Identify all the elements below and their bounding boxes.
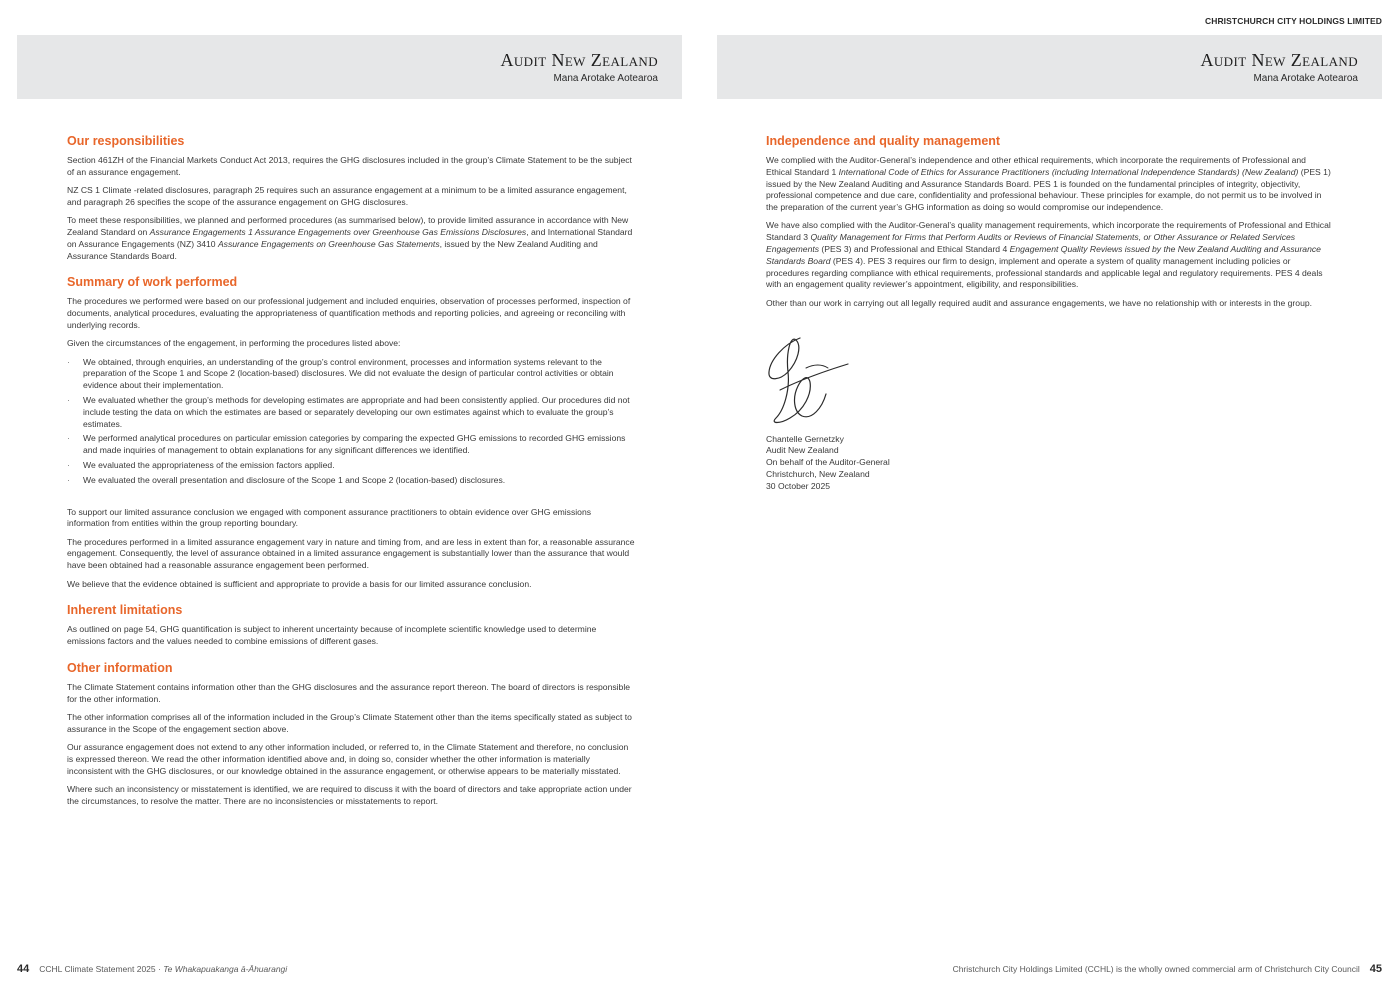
- paragraph: We have also complied with the Auditor-General’s quality management requirements, which incorporate the requirements of Professional and Ethical Standard 3 Quality Management for Firms that Perform Audits or Reviews of Financial Statements, or Other Assurance or Related Services Engagements (PES 3) and Professional and Ethical Standard 4 Engagement Quality Reviews issued by the New Zealand Auditing and Assurance Standards Board (PES 4). PES 3 requires our firm to design, implement and operate a system of quality management including policies or procedures regarding compliance with ethical requirements, professional standards and applicable legal and regulatory requirements. PES 4 deals with an engagement quality reviewer’s appointment, eligibility, and responsibilities.: [766, 220, 1331, 290]
- section-summary-of-work: [67, 274, 635, 590]
- audit-nz-logo-text: Audit New Zealand: [1200, 50, 1358, 70]
- footer-description: Christchurch City Holdings Limited (CCHL) is the wholly owned commercial arm of Christchurch City Council: [952, 964, 1360, 974]
- page-number: 45: [1369, 963, 1382, 975]
- signatory-org: Audit New Zealand: [766, 445, 839, 456]
- paragraph: Other than our work in carrying out all legally required audit and assurance engagements, we have no relationship with or interests in the group.: [766, 297, 1313, 308]
- paragraph: The Climate Statement contains information other than the GHG disclosures and the assurance report thereon. The board of directors is responsible for the other information.: [67, 681, 631, 704]
- section-heading: Inherent limitations: [67, 603, 183, 618]
- paragraph: To meet these responsibilities, we planned and performed procedures (as summarised below), to provide limited assurance in accordance with New Zealand Standard on Assurance Engagements 1 Assurance Engagements over Greenhouse Gas Emissions Disclosures, and International Standard on Assurance Engagements (NZ) 3410 Assurance Engagements on Greenhouse Gas Statements, issued by the New Zealand Auditing and Assurance Standards Board.: [67, 215, 633, 261]
- signatory-role: On behalf of the Auditor-General: [766, 457, 890, 468]
- signatory-place: Christchurch, New Zealand: [766, 468, 870, 479]
- paragraph: We complied with the Auditor-General’s independence and other ethical requirements, which incorporate the requirements of Professional and Ethical Standard 1 International Code of Ethics for Assurance Practitioners (including International Independence Standards) (New Zealand) (PES 1) issued by the New Zealand Auditing and Assurance Standards Board. PES 1 is founded on the fundamental principles of integrity, objectivity, professional competence and due care, confidentiality and professional behaviour. These principles for example, do not permit us to be involved in the preparation of the current year’s GHG information as doing so would compromise our independence.: [766, 155, 1331, 213]
- list-item: · We performed analytical procedures on particular emission categories by comparing the expected GHG emissions to recorded GHG emissions and made inquiries of management to obtain explanations for any significant differences we identified.: [67, 433, 635, 457]
- list-item: · We obtained, through enquiries, an understanding of the group’s control environment, processes and information systems relevant to the preparation of the Scope 1 and Scope 2 (location-based) disclosures. We did not evaluate the design of particular control activities or obtain evidence about their implementation.: [67, 357, 635, 392]
- section-heading: Summary of work performed: [67, 275, 238, 290]
- header-banner-right: [717, 35, 1382, 99]
- company-name: CHRISTCHURCH CITY HOLDINGS LIMITED: [1204, 16, 1382, 26]
- section-inherent-limitations: [67, 602, 635, 648]
- paragraph: As outlined on page 54, GHG quantification is subject to inherent uncertainty because of incomplete scientific knowledge used to determine emissions factors and the values needed to combine emissions of different gases.: [67, 624, 597, 647]
- audit-nz-logo-subtitle: Mana Arotake Aotearoa: [553, 73, 658, 84]
- section-independence-quality: [766, 133, 1334, 310]
- paragraph: Where such an inconsistency or misstatement is identified, we are required to discuss it with the board of directors and take appropriate action under the circumstances, to resolve the matter. There are no inconsistencies or misstatements to report.: [67, 783, 632, 806]
- paragraph: Our assurance engagement does not extend to any other information included, or referred to, in the Climate Statement and therefore, no conclusion is expressed thereon. We read the other information identified above and, in doing so, consider whether the other information is materially inconsistent with the GHG disclosures, or our knowledge obtained in the assurance engagement, or otherwise appears to be materially misstated.: [67, 742, 629, 776]
- paragraph: The procedures we performed were based on our professional judgement and included enquiries, observation of processes performed, inspection of documents, analytical procedures, evaluating the appropriateness of quantification methods and reporting policies, and agreeing or reconciling with underlying records.: [67, 296, 631, 330]
- paragraph: We believe that the evidence obtained is sufficient and appropriate to provide a basis for our limited assurance conclusion.: [67, 578, 532, 589]
- signatory-date: 30 October 2025: [766, 480, 831, 491]
- list-item: · We evaluated the overall presentation and disclosure of the Scope 1 and Scope 2 (location-based) disclosures.: [67, 475, 635, 487]
- list-item: · We evaluated the appropriateness of the emission factors applied.: [67, 460, 635, 472]
- section-other-information: [67, 660, 635, 808]
- paragraph: The procedures performed in a limited assurance engagement vary in nature and timing from, and are less in extent than for, a reasonable assurance engagement. Consequently, the level of assurance obtained in a limited assurance engagement is substantially lower than the assurance that would have been obtained had a reasonable assurance engagement been performed.: [67, 536, 635, 571]
- paragraph: NZ CS 1 Climate -related disclosures, paragraph 25 requires such an assurance engagement at a minimum to be a limited assurance engagement, and paragraph 26 specifies the scope of the assurance engagement on GHG disclosures.: [67, 185, 627, 207]
- section-our-responsibilities: [67, 133, 635, 262]
- section-heading: Other information: [67, 660, 173, 675]
- paragraph: Section 461ZH of the Financial Markets Conduct Act 2013, requires the GHG disclosures included in the group’s Climate Statement to be the subject of an assurance engagement.: [67, 155, 632, 177]
- paragraph: To support our limited assurance conclusion we engaged with component assurance practitioners to obtain evidence over GHG emissions information from entities within the group reporting boundary.: [67, 506, 592, 529]
- list-item: · We evaluated whether the group’s methods for developing estimates are appropriate and had been consistently applied. Our procedures did not include testing the data on which the estimates are based or separately developing our own estimates against which to evaluate the group’s estimates.: [67, 395, 635, 430]
- section-heading: Our responsibilities: [67, 134, 185, 148]
- right-page-column: [766, 133, 1334, 493]
- section-heading: Independence and quality management: [766, 134, 1001, 148]
- footer-title-maori: Te Whakapuakanga ā-Āhuarangi: [163, 964, 288, 974]
- procedures-list: [67, 357, 635, 487]
- audit-nz-logo-text: Audit New Zealand: [500, 50, 658, 70]
- header-banner-left: [17, 35, 682, 99]
- footer-title: CCHL Climate Statement 2025 ·: [39, 964, 164, 974]
- audit-nz-logo-subtitle: Mana Arotake Aotearoa: [1253, 73, 1358, 84]
- page-number: 44: [17, 963, 30, 975]
- footer-left: [17, 963, 287, 975]
- paragraph: Given the circumstances of the engagement, in performing the procedures listed above:: [67, 338, 401, 349]
- left-page-column: [67, 133, 635, 820]
- footer-right: [953, 963, 1382, 975]
- signatory-name: Chantelle Gernetzky: [766, 433, 844, 444]
- signature-image: [766, 334, 856, 426]
- signatory-block: [766, 434, 1334, 493]
- paragraph: The other information comprises all of the information included in the Group’s Climate Statement other than the items specifically stated as subject to assurance in the Scope of the engagement section above.: [67, 712, 632, 734]
